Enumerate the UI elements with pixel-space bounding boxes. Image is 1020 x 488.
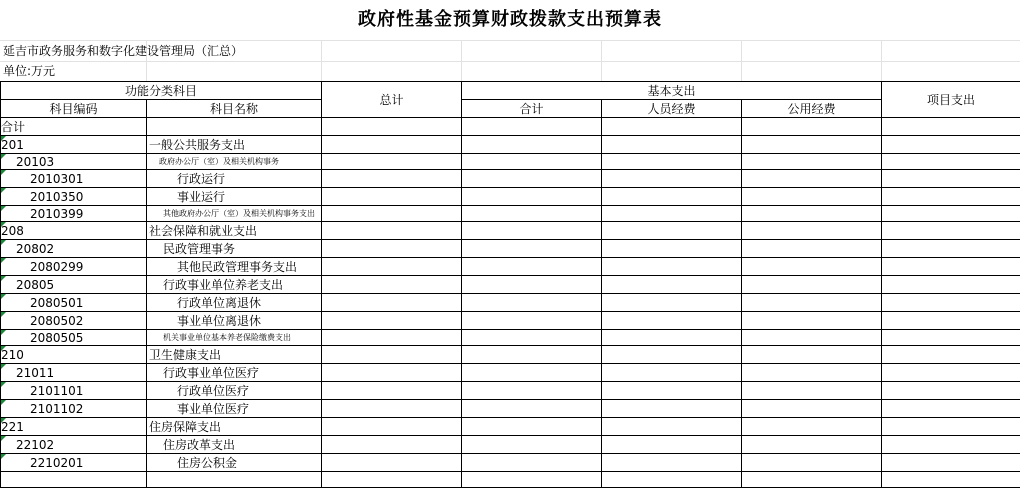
cell-comment-marker-icon (1, 136, 6, 141)
cell-comment-marker-icon (1, 312, 6, 317)
table-row[interactable] (1, 436, 1020, 454)
table-row[interactable] (1, 170, 1020, 188)
unit-name[interactable]: 延吉市政务服务和数字化建设管理局（汇总） (0, 41, 1020, 61)
subject-name-cell[interactable]: 社会保障和就业支出 (147, 222, 322, 240)
total-cell[interactable] (322, 346, 462, 364)
subject-code-cell[interactable] (1, 346, 147, 364)
table-row[interactable] (1, 330, 1020, 346)
empty-row[interactable] (1, 472, 1020, 488)
empty-cell[interactable] (1, 472, 147, 488)
total-cell[interactable] (322, 330, 462, 346)
subject-code-cell[interactable] (1, 118, 147, 136)
personnel-cell[interactable] (602, 400, 742, 418)
subject-code-text: 22102 (16, 438, 54, 452)
personnel-cell[interactable] (602, 136, 742, 154)
subject-name-cell[interactable]: 行政单位离退休 (147, 294, 322, 312)
personnel-cell[interactable] (602, 258, 742, 276)
public-cell[interactable] (742, 382, 882, 400)
basic-subtotal-cell[interactable] (462, 206, 602, 222)
total-cell[interactable] (322, 294, 462, 312)
public-cell[interactable] (742, 258, 882, 276)
subject-code-cell[interactable] (1, 258, 147, 276)
subject-code-text: 20802 (16, 242, 54, 256)
subject-name-cell[interactable]: 其他民政管理事务支出 (147, 258, 322, 276)
project-cell[interactable] (882, 136, 1020, 154)
subject-code-cell[interactable] (1, 382, 147, 400)
basic-subtotal-cell[interactable] (462, 188, 602, 206)
cell-comment-marker-icon (1, 154, 6, 159)
table-row[interactable] (1, 418, 1020, 436)
personnel-cell[interactable] (602, 170, 742, 188)
header-subtotal[interactable]: 合计 (462, 100, 602, 118)
cell-comment-marker-icon (1, 382, 6, 387)
subject-code-text: 2080501 (30, 296, 83, 310)
subject-name-cell[interactable]: 住房保障支出 (147, 418, 322, 436)
subject-code-text: 221 (1, 420, 24, 434)
table-row[interactable] (1, 400, 1020, 418)
subject-name-cell[interactable]: 政府办公厅（室）及相关机构事务 (147, 154, 322, 170)
empty-cell[interactable] (882, 472, 1020, 488)
project-cell[interactable] (882, 436, 1020, 454)
header-subject-code[interactable]: 科目编码 (1, 100, 147, 118)
table-row[interactable] (1, 240, 1020, 258)
table-row[interactable] (1, 312, 1020, 330)
cell-comment-marker-icon (1, 436, 6, 441)
personnel-cell[interactable] (602, 346, 742, 364)
basic-subtotal-cell[interactable] (462, 346, 602, 364)
project-cell[interactable] (882, 170, 1020, 188)
project-cell[interactable] (882, 418, 1020, 436)
header-functional-category[interactable]: 功能分类科目 (1, 82, 322, 100)
subject-code-text: 2080505 (30, 331, 83, 345)
subject-code-text: 20805 (16, 278, 54, 292)
table-row[interactable] (1, 258, 1020, 276)
table-row[interactable] (1, 206, 1020, 222)
subject-name-cell[interactable]: 其他政府办公厅（室）及相关机构事务支出 (147, 206, 322, 222)
subject-code-text: 201 (1, 138, 24, 152)
subject-code-cell[interactable] (1, 400, 147, 418)
total-cell[interactable] (322, 240, 462, 258)
total-cell[interactable] (322, 188, 462, 206)
header-public[interactable]: 公用经费 (742, 100, 882, 118)
cell-comment-marker-icon (1, 188, 6, 193)
public-cell[interactable] (742, 276, 882, 294)
header-project-expenditure[interactable]: 项目支出 (882, 82, 1020, 118)
subject-code-cell[interactable] (1, 136, 147, 154)
subject-code-cell[interactable] (1, 418, 147, 436)
header-personnel[interactable]: 人员经费 (602, 100, 742, 118)
basic-subtotal-cell[interactable] (462, 154, 602, 170)
basic-subtotal-cell[interactable] (462, 330, 602, 346)
basic-subtotal-cell[interactable] (462, 222, 602, 240)
total-cell[interactable] (322, 276, 462, 294)
public-cell[interactable] (742, 154, 882, 170)
subject-name-cell[interactable]: 行政事业单位养老支出 (147, 276, 322, 294)
basic-subtotal-cell[interactable] (462, 382, 602, 400)
total-cell[interactable] (322, 206, 462, 222)
subject-name-cell[interactable]: 卫生健康支出 (147, 346, 322, 364)
subject-name-cell[interactable]: 行政运行 (147, 170, 322, 188)
subject-name-cell[interactable]: 民政管理事务 (147, 240, 322, 258)
basic-subtotal-cell[interactable] (462, 436, 602, 454)
table-row[interactable] (1, 154, 1020, 170)
subject-name-cell[interactable] (147, 118, 322, 136)
subject-code-text: 21011 (16, 366, 54, 380)
public-cell[interactable] (742, 136, 882, 154)
subject-name-cell[interactable]: 行政单位医疗 (147, 382, 322, 400)
personnel-cell[interactable] (602, 294, 742, 312)
table-row[interactable] (1, 364, 1020, 382)
basic-subtotal-cell[interactable] (462, 418, 602, 436)
public-cell[interactable] (742, 346, 882, 364)
subject-code-cell[interactable] (1, 154, 147, 170)
table-row[interactable] (1, 454, 1020, 472)
personnel-cell[interactable] (602, 454, 742, 472)
basic-subtotal-cell[interactable] (462, 170, 602, 188)
total-cell[interactable] (322, 418, 462, 436)
subject-code-text: 2101101 (30, 384, 83, 398)
total-cell[interactable] (322, 170, 462, 188)
project-cell[interactable] (882, 294, 1020, 312)
total-cell[interactable] (322, 118, 462, 136)
empty-cell[interactable] (147, 472, 322, 488)
basic-subtotal-cell[interactable] (462, 118, 602, 136)
header-basic-expenditure[interactable]: 基本支出 (462, 82, 882, 100)
basic-subtotal-cell[interactable] (462, 312, 602, 330)
table-row[interactable] (1, 346, 1020, 364)
subject-code-text: 210 (1, 348, 24, 362)
subject-code-text: 2010350 (30, 190, 83, 204)
total-cell[interactable] (322, 364, 462, 382)
cell-comment-marker-icon (1, 240, 6, 245)
subject-code-cell[interactable] (1, 276, 147, 294)
subject-code-text: 合计 (1, 120, 25, 134)
subject-name-cell[interactable]: 住房公积金 (147, 454, 322, 472)
public-cell[interactable] (742, 312, 882, 330)
personnel-cell[interactable] (602, 222, 742, 240)
public-cell[interactable] (742, 222, 882, 240)
subject-code-cell[interactable] (1, 170, 147, 188)
empty-cell[interactable] (462, 472, 602, 488)
cell-comment-marker-icon (1, 346, 6, 351)
total-cell[interactable] (322, 222, 462, 240)
subject-name-cell[interactable]: 一般公共服务支出 (147, 136, 322, 154)
cell-comment-marker-icon (1, 276, 6, 281)
public-cell[interactable] (742, 364, 882, 382)
total-cell[interactable] (322, 400, 462, 418)
basic-subtotal-cell[interactable] (462, 136, 602, 154)
subject-name-cell[interactable]: 事业单位离退休 (147, 312, 322, 330)
cell-comment-marker-icon (1, 400, 6, 405)
personnel-cell[interactable] (602, 312, 742, 330)
cell-comment-marker-icon (1, 170, 6, 175)
total-cell[interactable] (322, 454, 462, 472)
personnel-cell[interactable] (602, 206, 742, 222)
budget-table (0, 81, 1020, 488)
cell-comment-marker-icon (1, 454, 6, 459)
subject-code-text: 2080299 (30, 260, 83, 274)
basic-subtotal-cell[interactable] (462, 294, 602, 312)
basic-subtotal-cell[interactable] (462, 454, 602, 472)
public-cell[interactable] (742, 330, 882, 346)
empty-cell[interactable] (602, 472, 742, 488)
total-cell[interactable] (322, 436, 462, 454)
cell-comment-marker-icon (1, 206, 6, 211)
subject-code-cell[interactable] (1, 364, 147, 382)
subject-name-cell[interactable]: 行政事业单位医疗 (147, 364, 322, 382)
cell-comment-marker-icon (1, 330, 6, 335)
public-cell[interactable] (742, 170, 882, 188)
project-cell[interactable] (882, 240, 1020, 258)
subject-code-text: 2210201 (30, 456, 83, 470)
basic-subtotal-cell[interactable] (462, 240, 602, 258)
page-title: 政府性基金预算财政拨款支出预算表 (0, 0, 1020, 40)
cell-comment-marker-icon (1, 222, 6, 227)
basic-subtotal-cell[interactable] (462, 400, 602, 418)
project-cell[interactable] (882, 400, 1020, 418)
subject-code-text: 2010399 (30, 207, 83, 221)
subject-code-cell[interactable] (1, 454, 147, 472)
subject-code-cell[interactable] (1, 436, 147, 454)
public-cell[interactable] (742, 436, 882, 454)
public-cell[interactable] (742, 400, 882, 418)
subject-name-cell[interactable]: 机关事业单位基本养老保险缴费支出 (147, 330, 322, 346)
empty-cell[interactable] (322, 472, 462, 488)
subject-code-text: 2101102 (30, 402, 83, 416)
cell-comment-marker-icon (1, 418, 6, 423)
public-cell[interactable] (742, 454, 882, 472)
subject-code-cell[interactable] (1, 206, 147, 222)
project-cell[interactable] (882, 312, 1020, 330)
personnel-cell[interactable] (602, 330, 742, 346)
cell-comment-marker-icon (1, 364, 6, 369)
public-cell[interactable] (742, 294, 882, 312)
personnel-cell[interactable] (602, 436, 742, 454)
table-row[interactable] (1, 294, 1020, 312)
table-row[interactable] (1, 276, 1020, 294)
basic-subtotal-cell[interactable] (462, 364, 602, 382)
personnel-cell[interactable] (602, 276, 742, 294)
personnel-cell[interactable] (602, 418, 742, 436)
project-cell[interactable] (882, 118, 1020, 136)
project-cell[interactable] (882, 382, 1020, 400)
public-cell[interactable] (742, 206, 882, 222)
public-cell[interactable] (742, 240, 882, 258)
subject-code-cell[interactable] (1, 188, 147, 206)
subject-name-cell[interactable]: 事业单位医疗 (147, 400, 322, 418)
subject-code-cell[interactable] (1, 312, 147, 330)
subject-code-text: 2080502 (30, 314, 83, 328)
personnel-cell[interactable] (602, 154, 742, 170)
table-row[interactable] (1, 222, 1020, 240)
subject-name-cell[interactable]: 事业运行 (147, 188, 322, 206)
subject-code-text: 2010301 (30, 172, 83, 186)
table-row[interactable] (1, 118, 1020, 136)
total-cell[interactable] (322, 154, 462, 170)
unit-label[interactable]: 单位:万元 (0, 61, 1020, 81)
table-row[interactable] (1, 188, 1020, 206)
project-cell[interactable] (882, 330, 1020, 346)
header-subject-name[interactable]: 科目名称 (147, 100, 322, 118)
subject-code-text: 208 (1, 224, 24, 238)
personnel-cell[interactable] (602, 188, 742, 206)
project-cell[interactable] (882, 206, 1020, 222)
project-cell[interactable] (882, 454, 1020, 472)
header-total[interactable]: 总计 (322, 82, 462, 118)
total-cell[interactable] (322, 382, 462, 400)
project-cell[interactable] (882, 276, 1020, 294)
personnel-cell[interactable] (602, 240, 742, 258)
project-cell[interactable] (882, 258, 1020, 276)
subject-code-cell[interactable] (1, 222, 147, 240)
project-cell[interactable] (882, 364, 1020, 382)
subject-code-cell[interactable] (1, 330, 147, 346)
cell-comment-marker-icon (1, 294, 6, 299)
empty-cell[interactable] (742, 472, 882, 488)
basic-subtotal-cell[interactable] (462, 276, 602, 294)
table-row[interactable] (1, 136, 1020, 154)
cell-comment-marker-icon (1, 258, 6, 263)
total-cell[interactable] (322, 136, 462, 154)
personnel-cell[interactable] (602, 364, 742, 382)
project-cell[interactable] (882, 222, 1020, 240)
subject-code-cell[interactable] (1, 294, 147, 312)
total-cell[interactable] (322, 258, 462, 276)
subject-code-text: 20103 (16, 155, 54, 169)
basic-subtotal-cell[interactable] (462, 258, 602, 276)
project-cell[interactable] (882, 346, 1020, 364)
subject-code-cell[interactable] (1, 240, 147, 258)
project-cell[interactable] (882, 188, 1020, 206)
total-cell[interactable] (322, 312, 462, 330)
subject-name-cell[interactable]: 住房改革支出 (147, 436, 322, 454)
public-cell[interactable] (742, 418, 882, 436)
personnel-cell[interactable] (602, 118, 742, 136)
public-cell[interactable] (742, 118, 882, 136)
personnel-cell[interactable] (602, 382, 742, 400)
project-cell[interactable] (882, 154, 1020, 170)
public-cell[interactable] (742, 188, 882, 206)
table-row[interactable] (1, 382, 1020, 400)
